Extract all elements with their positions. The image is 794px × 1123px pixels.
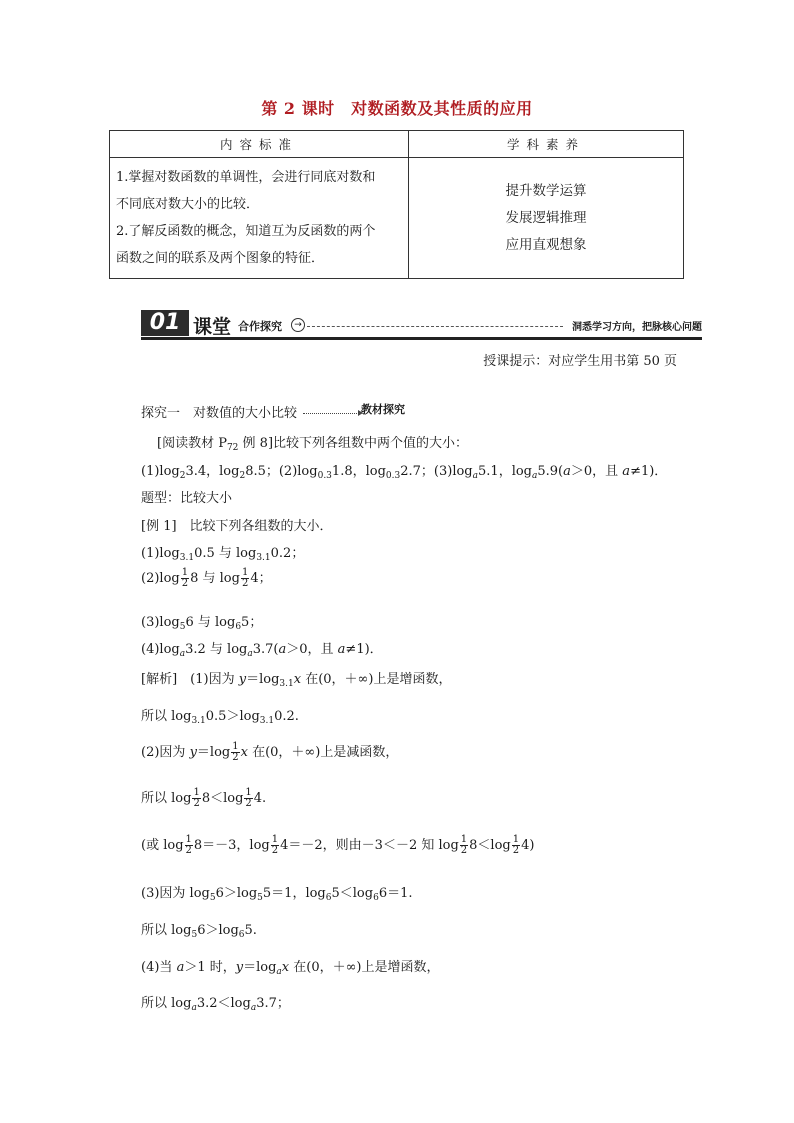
conclusion-4: 所以 $\log_a3.2<\log_a3.7$； bbox=[141, 996, 290, 1013]
literacy-line: 应用直观想象 bbox=[505, 236, 587, 253]
section-sub-label: 合作探究 bbox=[238, 320, 282, 333]
dotted-arrow-icon bbox=[303, 413, 359, 414]
example-item-4: $(4)\log_a3.2$ 与 $\log_a3.7(a>0$，且 a≠1)． bbox=[141, 642, 383, 659]
topic-line: 题型：比较大小 bbox=[141, 491, 233, 506]
standards-cell bbox=[110, 158, 409, 279]
example-item-1: $(1)\log_{3.1}0.5$ 与 $\log_{3.1}0.2$； bbox=[141, 546, 305, 563]
literacy-cell bbox=[409, 158, 684, 279]
analysis-1: [解析] (1)因为 $y=\log_{3.1}x$ 在(0，＋∞)上是增函数， bbox=[141, 672, 452, 689]
standard-line: 2.了解反函数的概念，知道互为反函数的两个 bbox=[116, 224, 376, 239]
reading-reference: [阅读教材 $P_{72}$ 例 8]比较下列各组数中两个值的大小： bbox=[157, 436, 469, 453]
standards-table bbox=[109, 130, 684, 279]
section-number-badge: 01 bbox=[141, 310, 189, 336]
explore-title: 探究一 对数值的大小比较 bbox=[141, 406, 298, 421]
example-item-2: (2)log $\frac{1}{2}$ 8 与 log $\frac{1}{2}$ 4； bbox=[141, 567, 272, 589]
header-subject-literacy: 学科素养 bbox=[409, 131, 684, 158]
standard-line: 不同底对数大小的比较． bbox=[116, 197, 260, 212]
analysis-label: [解析] bbox=[141, 672, 178, 687]
dashed-divider bbox=[307, 326, 563, 327]
literacy-line: 发展逻辑推理 bbox=[505, 209, 587, 226]
example-heading: [例 1] 比较下列各组数的大小． bbox=[141, 519, 333, 534]
header-content-standard: 内容标准 bbox=[110, 131, 409, 158]
conclusion-3: 所以 $\log_56>\log_65$. bbox=[141, 923, 257, 940]
section-main-label: 课堂 bbox=[193, 316, 232, 338]
lesson-title: 第 2 课时 对数函数及其性质的应用 bbox=[261, 99, 533, 118]
analysis-2: (2)因为 y＝log $\frac{1}{2}$ x 在(0，＋∞)上是减函数， bbox=[141, 741, 399, 763]
example-item-3: $(3)\log_56$ 与 $\log_65$； bbox=[141, 615, 263, 632]
arrow-circle-icon: → bbox=[291, 318, 305, 332]
analysis-4: (4)当 a＞1 时，$y=\log_ax$ 在(0，＋∞)上是增函数， bbox=[141, 960, 440, 977]
alternative-2: (或 log $\frac{1}{2}$ 8＝－3，log $\frac{1}{2}$ 4＝－2，则由－3＜－2 知 log $\frac{1}{2}$ 8＜log $\frac{1}{2}$ 4) bbox=[141, 834, 535, 856]
reading-items: $(1)\log_23.4$，$\log_28.5$；$(2)\log_{0.3}1.8$，$\log_{0.3}2.7$；$(3)\log_a5.1$，$\log_a5.9(a>0$，且 a≠1)． bbox=[141, 464, 668, 481]
banner-underline bbox=[141, 337, 702, 340]
standard-line: 函数之间的联系及两个图象的特征． bbox=[116, 251, 325, 266]
conclusion-1: 所以 $\log_{3.1}0.5>\log_{3.1}0.2$. bbox=[141, 709, 299, 726]
section-banner bbox=[141, 310, 702, 340]
analysis-3: (3)因为 $\log_56>\log_55=1$，$\log_65<\log_66=1$. bbox=[141, 886, 413, 903]
explore-tag: 教材探究 bbox=[361, 403, 406, 416]
literacy-line: 提升数学运算 bbox=[505, 182, 587, 199]
teaching-hint: 授课提示：对应学生用书第 50 页 bbox=[483, 354, 677, 369]
conclusion-2: 所以 log $\frac{1}{2}$ 8＜log $\frac{1}{2}$ 4. bbox=[141, 787, 267, 809]
standard-line: 1.掌握对数函数的单调性，会进行同底对数和 bbox=[116, 170, 376, 185]
explore-heading bbox=[141, 402, 405, 421]
section-slogan: 洞悉学习方向，把脉核心问题 bbox=[572, 322, 702, 333]
